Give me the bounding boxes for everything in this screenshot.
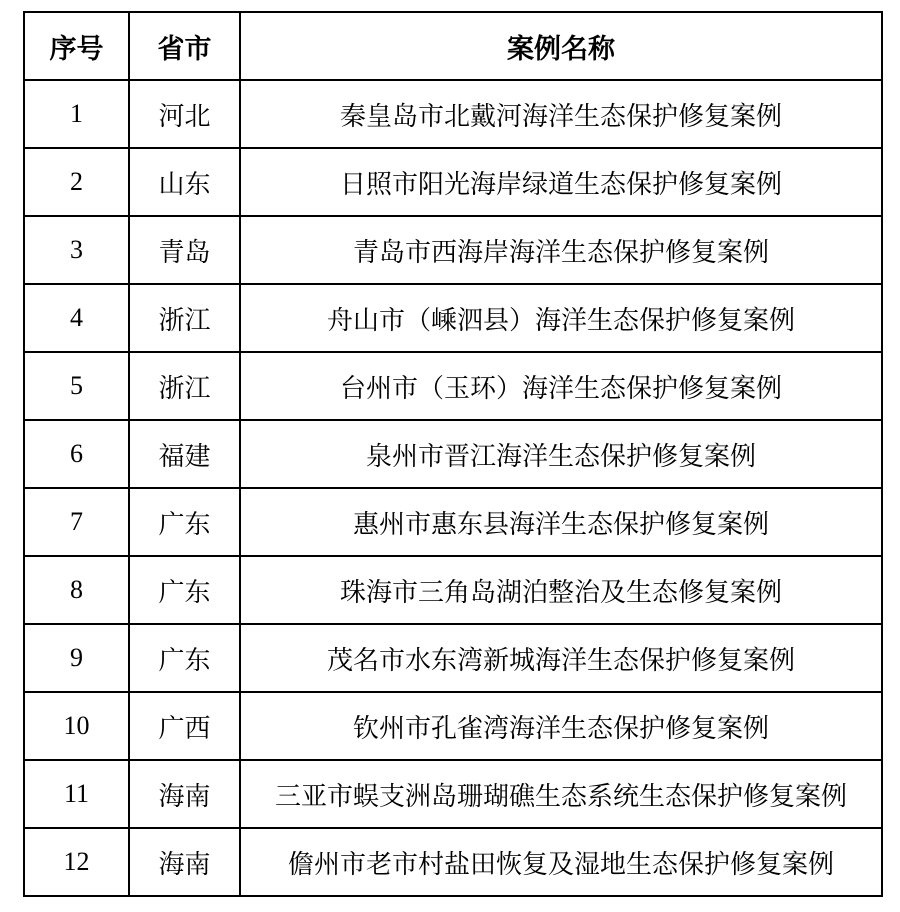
cell-case-name: 秦皇岛市北戴河海洋生态保护修复案例 xyxy=(240,80,882,148)
cell-case-name: 青岛市西海岸海洋生态保护修复案例 xyxy=(240,216,882,284)
cell-no: 11 xyxy=(24,760,129,828)
table-row xyxy=(24,420,882,488)
table-row xyxy=(24,488,882,556)
table-row xyxy=(24,828,882,896)
cell-case-name: 舟山市（嵊泗县）海洋生态保护修复案例 xyxy=(240,284,882,352)
cell-province: 山东 xyxy=(129,148,240,216)
cell-no: 5 xyxy=(24,352,129,420)
cell-province: 浙江 xyxy=(129,352,240,420)
table-row xyxy=(24,760,882,828)
cell-province: 广西 xyxy=(129,692,240,760)
cell-province: 福建 xyxy=(129,420,240,488)
cell-no: 4 xyxy=(24,284,129,352)
table-row xyxy=(24,556,882,624)
table-row xyxy=(24,80,882,148)
cell-province: 广东 xyxy=(129,624,240,692)
cell-case-name: 茂名市水东湾新城海洋生态保护修复案例 xyxy=(240,624,882,692)
cell-province: 广东 xyxy=(129,556,240,624)
cell-case-name: 珠海市三角岛湖泊整治及生态修复案例 xyxy=(240,556,882,624)
cell-province: 海南 xyxy=(129,828,240,896)
cell-case-name: 儋州市老市村盐田恢复及湿地生态保护修复案例 xyxy=(240,828,882,896)
header-case-name: 案例名称 xyxy=(240,12,882,80)
cell-province: 河北 xyxy=(129,80,240,148)
cell-province: 广东 xyxy=(129,488,240,556)
case-table xyxy=(23,11,883,897)
cell-no: 10 xyxy=(24,692,129,760)
cell-no: 12 xyxy=(24,828,129,896)
cell-province: 浙江 xyxy=(129,284,240,352)
cell-case-name: 三亚市蜈支洲岛珊瑚礁生态系统生态保护修复案例 xyxy=(240,760,882,828)
table-row xyxy=(24,352,882,420)
cell-no: 2 xyxy=(24,148,129,216)
cell-case-name: 钦州市孔雀湾海洋生态保护修复案例 xyxy=(240,692,882,760)
table-row xyxy=(24,148,882,216)
cell-case-name: 惠州市惠东县海洋生态保护修复案例 xyxy=(240,488,882,556)
cell-no: 7 xyxy=(24,488,129,556)
header-province: 省市 xyxy=(129,12,240,80)
cell-no: 9 xyxy=(24,624,129,692)
table-row xyxy=(24,216,882,284)
cell-case-name: 泉州市晋江海洋生态保护修复案例 xyxy=(240,420,882,488)
cell-case-name: 日照市阳光海岸绿道生态保护修复案例 xyxy=(240,148,882,216)
cell-no: 1 xyxy=(24,80,129,148)
table-header-row xyxy=(24,12,882,80)
cell-no: 6 xyxy=(24,420,129,488)
cell-province: 青岛 xyxy=(129,216,240,284)
table-row xyxy=(24,692,882,760)
header-no: 序号 xyxy=(24,12,129,80)
cell-case-name: 台州市（玉环）海洋生态保护修复案例 xyxy=(240,352,882,420)
table-row xyxy=(24,284,882,352)
cell-no: 3 xyxy=(24,216,129,284)
table-row xyxy=(24,624,882,692)
cell-no: 8 xyxy=(24,556,129,624)
cell-province: 海南 xyxy=(129,760,240,828)
